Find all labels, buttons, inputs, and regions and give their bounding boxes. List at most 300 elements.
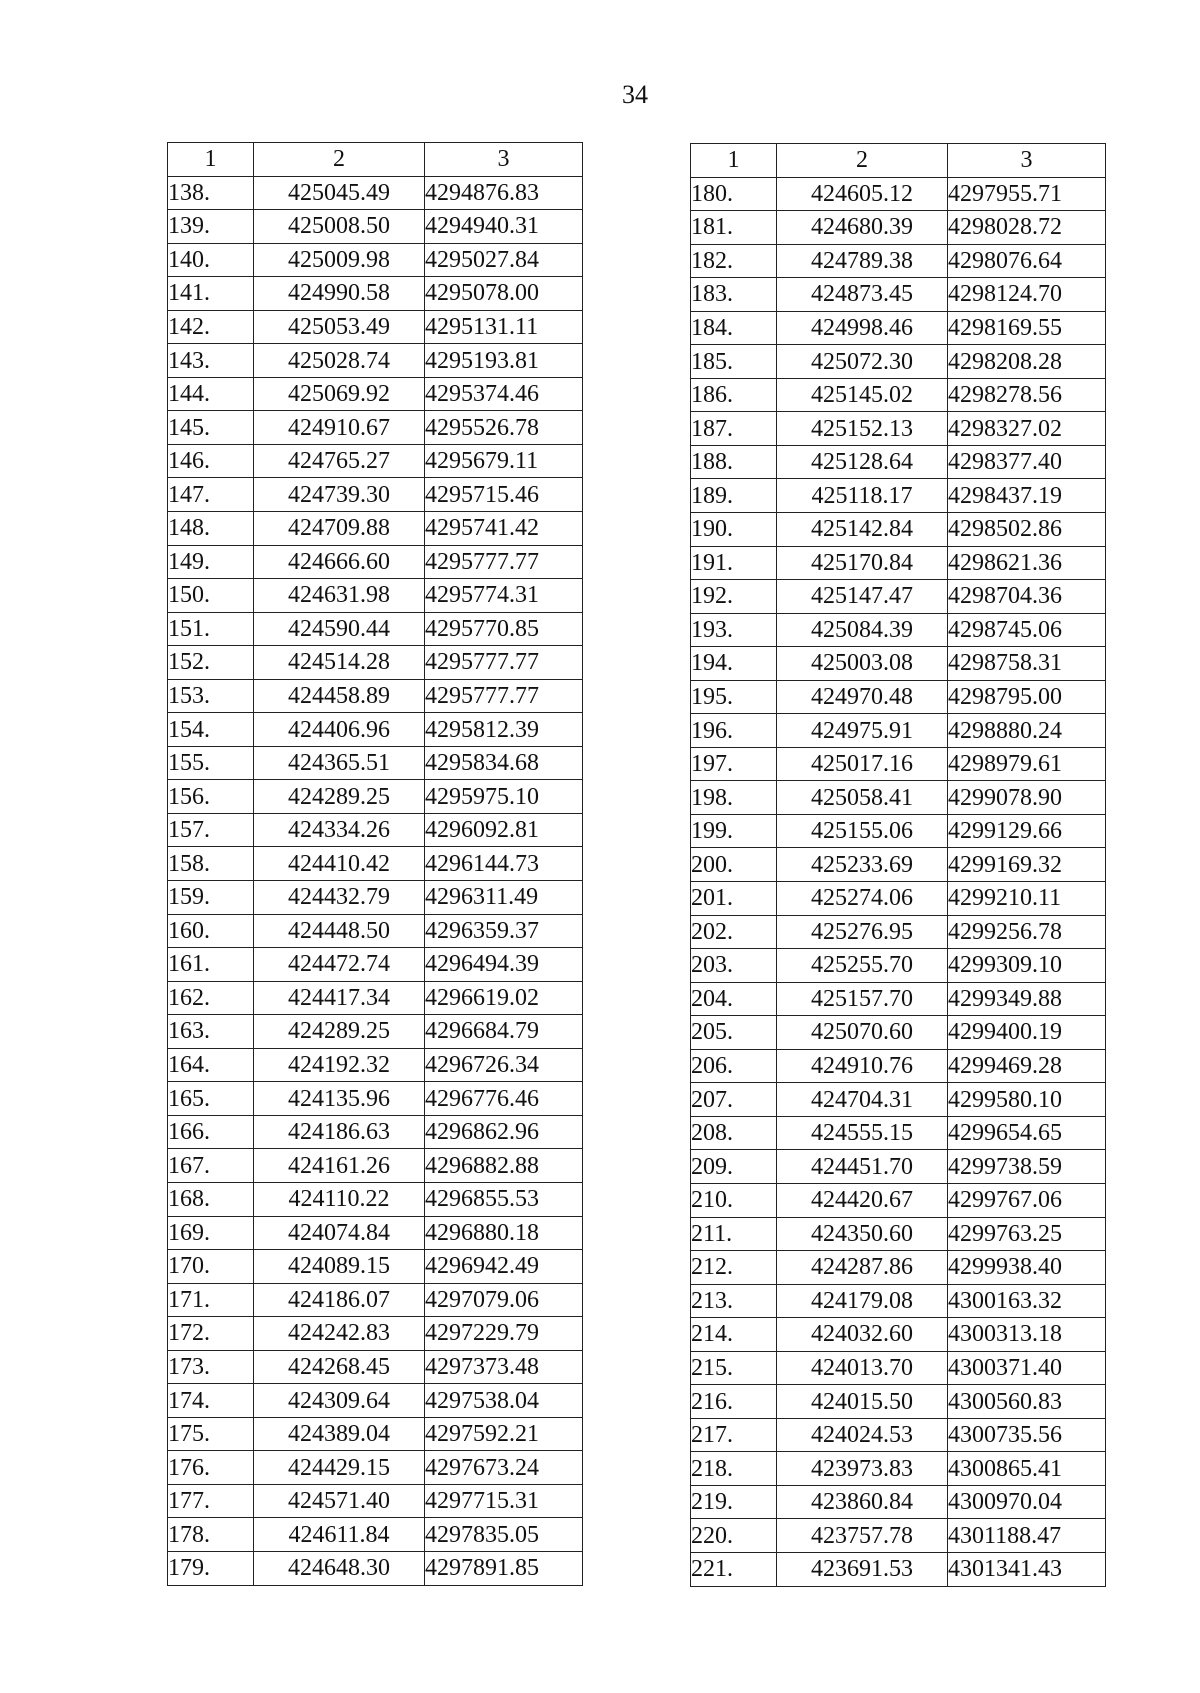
x-coordinate-cell: 424448.50 bbox=[254, 914, 425, 948]
table-header-row bbox=[168, 143, 583, 177]
x-coordinate-cell: 424179.08 bbox=[777, 1284, 948, 1318]
point-number-cell: 162. bbox=[168, 981, 254, 1015]
x-coordinate-cell: 424990.58 bbox=[254, 277, 425, 311]
point-number-cell: 204. bbox=[691, 982, 777, 1016]
point-number-cell: 163. bbox=[168, 1015, 254, 1049]
point-number-cell: 213. bbox=[691, 1284, 777, 1318]
point-number-cell: 175. bbox=[168, 1417, 254, 1451]
point-number-cell: 214. bbox=[691, 1318, 777, 1352]
x-coordinate-cell: 424110.22 bbox=[254, 1182, 425, 1216]
table-row bbox=[168, 1216, 583, 1250]
x-coordinate-cell: 424417.34 bbox=[254, 981, 425, 1015]
y-coordinate-cell: 4298124.70 bbox=[948, 278, 1106, 312]
table-row bbox=[691, 211, 1106, 245]
y-coordinate-cell: 4298028.72 bbox=[948, 211, 1106, 245]
table-row bbox=[168, 612, 583, 646]
x-coordinate-cell: 424590.44 bbox=[254, 612, 425, 646]
table-row bbox=[168, 1451, 583, 1485]
y-coordinate-cell: 4298437.19 bbox=[948, 479, 1106, 513]
point-number-cell: 146. bbox=[168, 444, 254, 478]
x-coordinate-cell: 425008.50 bbox=[254, 210, 425, 244]
point-number-cell: 142. bbox=[168, 310, 254, 344]
y-coordinate-cell: 4296092.81 bbox=[425, 813, 583, 847]
y-coordinate-cell: 4299256.78 bbox=[948, 915, 1106, 949]
point-number-cell: 152. bbox=[168, 646, 254, 680]
y-coordinate-cell: 4296684.79 bbox=[425, 1015, 583, 1049]
coordinates-table-left bbox=[167, 142, 583, 1586]
y-coordinate-cell: 4295715.46 bbox=[425, 478, 583, 512]
x-coordinate-cell: 425233.69 bbox=[777, 848, 948, 882]
point-number-cell: 221. bbox=[691, 1552, 777, 1586]
x-coordinate-cell: 423973.83 bbox=[777, 1452, 948, 1486]
y-coordinate-cell: 4295078.00 bbox=[425, 277, 583, 311]
point-number-cell: 151. bbox=[168, 612, 254, 646]
table-row bbox=[691, 714, 1106, 748]
y-coordinate-cell: 4295374.46 bbox=[425, 377, 583, 411]
x-coordinate-cell: 425084.39 bbox=[777, 613, 948, 647]
table-row bbox=[691, 412, 1106, 446]
table-row bbox=[168, 545, 583, 579]
coordinates-table-right bbox=[690, 143, 1106, 1587]
point-number-cell: 145. bbox=[168, 411, 254, 445]
table-row bbox=[691, 1318, 1106, 1352]
y-coordinate-cell: 4296880.18 bbox=[425, 1216, 583, 1250]
table-row bbox=[168, 1283, 583, 1317]
x-coordinate-cell: 424648.30 bbox=[254, 1551, 425, 1585]
x-coordinate-cell: 425128.64 bbox=[777, 445, 948, 479]
point-number-cell: 201. bbox=[691, 882, 777, 916]
point-number-cell: 156. bbox=[168, 780, 254, 814]
x-coordinate-cell: 424611.84 bbox=[254, 1518, 425, 1552]
table-row bbox=[691, 1150, 1106, 1184]
point-number-cell: 180. bbox=[691, 177, 777, 211]
y-coordinate-cell: 4298377.40 bbox=[948, 445, 1106, 479]
table-row bbox=[168, 1250, 583, 1284]
point-number-cell: 184. bbox=[691, 311, 777, 345]
table-row bbox=[691, 1049, 1106, 1083]
table-row bbox=[168, 377, 583, 411]
table-row bbox=[168, 914, 583, 948]
table-row bbox=[168, 847, 583, 881]
y-coordinate-cell: 4295834.68 bbox=[425, 746, 583, 780]
table-row bbox=[168, 646, 583, 680]
y-coordinate-cell: 4296359.37 bbox=[425, 914, 583, 948]
point-number-cell: 200. bbox=[691, 848, 777, 882]
y-coordinate-cell: 4297891.85 bbox=[425, 1551, 583, 1585]
table-row bbox=[168, 1384, 583, 1418]
point-number-cell: 144. bbox=[168, 377, 254, 411]
y-coordinate-cell: 4299767.06 bbox=[948, 1183, 1106, 1217]
table-row bbox=[168, 579, 583, 613]
x-coordinate-cell: 424420.67 bbox=[777, 1183, 948, 1217]
x-coordinate-cell: 424789.38 bbox=[777, 244, 948, 278]
y-coordinate-cell: 4299938.40 bbox=[948, 1251, 1106, 1285]
table-row bbox=[691, 1083, 1106, 1117]
table-row bbox=[168, 1484, 583, 1518]
y-coordinate-cell: 4295774.31 bbox=[425, 579, 583, 613]
point-number-cell: 210. bbox=[691, 1183, 777, 1217]
point-number-cell: 183. bbox=[691, 278, 777, 312]
table-row bbox=[691, 278, 1106, 312]
point-number-cell: 208. bbox=[691, 1116, 777, 1150]
table-row bbox=[168, 813, 583, 847]
y-coordinate-cell: 4297079.06 bbox=[425, 1283, 583, 1317]
point-number-cell: 216. bbox=[691, 1385, 777, 1419]
x-coordinate-cell: 425069.92 bbox=[254, 377, 425, 411]
y-coordinate-cell: 4297715.31 bbox=[425, 1484, 583, 1518]
table-row bbox=[691, 949, 1106, 983]
x-coordinate-cell: 425017.16 bbox=[777, 747, 948, 781]
table-row bbox=[691, 814, 1106, 848]
x-coordinate-cell: 424389.04 bbox=[254, 1417, 425, 1451]
point-number-cell: 174. bbox=[168, 1384, 254, 1418]
x-coordinate-cell: 424451.70 bbox=[777, 1150, 948, 1184]
x-coordinate-cell: 424350.60 bbox=[777, 1217, 948, 1251]
table-row bbox=[691, 781, 1106, 815]
y-coordinate-cell: 4299309.10 bbox=[948, 949, 1106, 983]
point-number-cell: 206. bbox=[691, 1049, 777, 1083]
table-row bbox=[691, 1552, 1106, 1586]
x-coordinate-cell: 425145.02 bbox=[777, 378, 948, 412]
x-coordinate-cell: 423691.53 bbox=[777, 1552, 948, 1586]
x-coordinate-cell: 424289.25 bbox=[254, 1015, 425, 1049]
x-coordinate-cell: 424135.96 bbox=[254, 1082, 425, 1116]
table-row bbox=[691, 1016, 1106, 1050]
point-number-cell: 177. bbox=[168, 1484, 254, 1518]
table-row bbox=[168, 1518, 583, 1552]
table-row bbox=[691, 479, 1106, 513]
x-coordinate-cell: 425053.49 bbox=[254, 310, 425, 344]
x-coordinate-cell: 423860.84 bbox=[777, 1485, 948, 1519]
point-number-cell: 217. bbox=[691, 1418, 777, 1452]
point-number-cell: 149. bbox=[168, 545, 254, 579]
x-coordinate-cell: 424765.27 bbox=[254, 444, 425, 478]
point-number-cell: 190. bbox=[691, 513, 777, 547]
table-row bbox=[691, 546, 1106, 580]
y-coordinate-cell: 4299469.28 bbox=[948, 1049, 1106, 1083]
y-coordinate-cell: 4298621.36 bbox=[948, 546, 1106, 580]
x-coordinate-cell: 425157.70 bbox=[777, 982, 948, 1016]
x-coordinate-cell: 425118.17 bbox=[777, 479, 948, 513]
y-coordinate-cell: 4297955.71 bbox=[948, 177, 1106, 211]
point-number-cell: 138. bbox=[168, 176, 254, 210]
table-row bbox=[168, 1350, 583, 1384]
point-number-cell: 191. bbox=[691, 546, 777, 580]
point-number-cell: 207. bbox=[691, 1083, 777, 1117]
column-header-x: 2 bbox=[254, 143, 425, 177]
table-row bbox=[168, 1048, 583, 1082]
point-number-cell: 212. bbox=[691, 1251, 777, 1285]
x-coordinate-cell: 424555.15 bbox=[777, 1116, 948, 1150]
table-row bbox=[691, 445, 1106, 479]
x-coordinate-cell: 424472.74 bbox=[254, 948, 425, 982]
y-coordinate-cell: 4296942.49 bbox=[425, 1250, 583, 1284]
y-coordinate-cell: 4296494.39 bbox=[425, 948, 583, 982]
y-coordinate-cell: 4300371.40 bbox=[948, 1351, 1106, 1385]
point-number-cell: 148. bbox=[168, 512, 254, 546]
table-row bbox=[168, 1182, 583, 1216]
point-number-cell: 218. bbox=[691, 1452, 777, 1486]
x-coordinate-cell: 425070.60 bbox=[777, 1016, 948, 1050]
y-coordinate-cell: 4295679.11 bbox=[425, 444, 583, 478]
table-row bbox=[691, 915, 1106, 949]
x-coordinate-cell: 424739.30 bbox=[254, 478, 425, 512]
y-coordinate-cell: 4298502.86 bbox=[948, 513, 1106, 547]
x-coordinate-cell: 424268.45 bbox=[254, 1350, 425, 1384]
x-coordinate-cell: 424873.45 bbox=[777, 278, 948, 312]
table-row bbox=[691, 1452, 1106, 1486]
y-coordinate-cell: 4296726.34 bbox=[425, 1048, 583, 1082]
y-coordinate-cell: 4295131.11 bbox=[425, 310, 583, 344]
table-row bbox=[168, 1149, 583, 1183]
point-number-cell: 172. bbox=[168, 1317, 254, 1351]
y-coordinate-cell: 4297373.48 bbox=[425, 1350, 583, 1384]
x-coordinate-cell: 424032.60 bbox=[777, 1318, 948, 1352]
table-row bbox=[168, 176, 583, 210]
table-row bbox=[691, 580, 1106, 614]
x-coordinate-cell: 424910.76 bbox=[777, 1049, 948, 1083]
x-coordinate-cell: 424089.15 bbox=[254, 1250, 425, 1284]
x-coordinate-cell: 424024.53 bbox=[777, 1418, 948, 1452]
x-coordinate-cell: 425009.98 bbox=[254, 243, 425, 277]
point-number-cell: 166. bbox=[168, 1115, 254, 1149]
y-coordinate-cell: 4300313.18 bbox=[948, 1318, 1106, 1352]
y-coordinate-cell: 4299738.59 bbox=[948, 1150, 1106, 1184]
point-number-cell: 141. bbox=[168, 277, 254, 311]
table-row bbox=[168, 344, 583, 378]
x-coordinate-cell: 424161.26 bbox=[254, 1149, 425, 1183]
table-row bbox=[168, 478, 583, 512]
table-row bbox=[168, 981, 583, 1015]
x-coordinate-cell: 425274.06 bbox=[777, 882, 948, 916]
y-coordinate-cell: 4299210.11 bbox=[948, 882, 1106, 916]
point-number-cell: 160. bbox=[168, 914, 254, 948]
x-coordinate-cell: 425276.95 bbox=[777, 915, 948, 949]
y-coordinate-cell: 4295741.42 bbox=[425, 512, 583, 546]
x-coordinate-cell: 424998.46 bbox=[777, 311, 948, 345]
point-number-cell: 153. bbox=[168, 679, 254, 713]
y-coordinate-cell: 4299078.90 bbox=[948, 781, 1106, 815]
table-row bbox=[691, 345, 1106, 379]
table-row bbox=[691, 1183, 1106, 1217]
point-number-cell: 170. bbox=[168, 1250, 254, 1284]
point-number-cell: 220. bbox=[691, 1519, 777, 1553]
y-coordinate-cell: 4301188.47 bbox=[948, 1519, 1106, 1553]
point-number-cell: 182. bbox=[691, 244, 777, 278]
x-coordinate-cell: 424631.98 bbox=[254, 579, 425, 613]
point-number-cell: 154. bbox=[168, 713, 254, 747]
x-coordinate-cell: 424970.48 bbox=[777, 680, 948, 714]
point-number-cell: 215. bbox=[691, 1351, 777, 1385]
point-number-cell: 202. bbox=[691, 915, 777, 949]
table-row bbox=[168, 1082, 583, 1116]
y-coordinate-cell: 4295027.84 bbox=[425, 243, 583, 277]
point-number-cell: 211. bbox=[691, 1217, 777, 1251]
table-row bbox=[168, 679, 583, 713]
table-row bbox=[168, 1015, 583, 1049]
point-number-cell: 219. bbox=[691, 1485, 777, 1519]
x-coordinate-cell: 425170.84 bbox=[777, 546, 948, 580]
y-coordinate-cell: 4295770.85 bbox=[425, 612, 583, 646]
point-number-cell: 143. bbox=[168, 344, 254, 378]
column-header-number: 1 bbox=[168, 143, 254, 177]
point-number-cell: 205. bbox=[691, 1016, 777, 1050]
y-coordinate-cell: 4296144.73 bbox=[425, 847, 583, 881]
table-row bbox=[691, 1519, 1106, 1553]
table-row bbox=[168, 1417, 583, 1451]
table-row bbox=[168, 1115, 583, 1149]
table-row bbox=[691, 513, 1106, 547]
table-row bbox=[168, 780, 583, 814]
y-coordinate-cell: 4299763.25 bbox=[948, 1217, 1106, 1251]
point-number-cell: 140. bbox=[168, 243, 254, 277]
point-number-cell: 147. bbox=[168, 478, 254, 512]
y-coordinate-cell: 4295777.77 bbox=[425, 679, 583, 713]
y-coordinate-cell: 4297673.24 bbox=[425, 1451, 583, 1485]
y-coordinate-cell: 4296855.53 bbox=[425, 1182, 583, 1216]
y-coordinate-cell: 4298169.55 bbox=[948, 311, 1106, 345]
point-number-cell: 167. bbox=[168, 1149, 254, 1183]
x-coordinate-cell: 424432.79 bbox=[254, 881, 425, 915]
x-coordinate-cell: 424015.50 bbox=[777, 1385, 948, 1419]
table-row bbox=[168, 444, 583, 478]
point-number-cell: 155. bbox=[168, 746, 254, 780]
table-row bbox=[691, 1251, 1106, 1285]
x-coordinate-cell: 424410.42 bbox=[254, 847, 425, 881]
table-row bbox=[691, 647, 1106, 681]
y-coordinate-cell: 4298795.00 bbox=[948, 680, 1106, 714]
table-row bbox=[168, 713, 583, 747]
point-number-cell: 176. bbox=[168, 1451, 254, 1485]
point-number-cell: 165. bbox=[168, 1082, 254, 1116]
point-number-cell: 150. bbox=[168, 579, 254, 613]
point-number-cell: 186. bbox=[691, 378, 777, 412]
point-number-cell: 188. bbox=[691, 445, 777, 479]
x-coordinate-cell: 424429.15 bbox=[254, 1451, 425, 1485]
x-coordinate-cell: 424309.64 bbox=[254, 1384, 425, 1418]
x-coordinate-cell: 424910.67 bbox=[254, 411, 425, 445]
y-coordinate-cell: 4300970.04 bbox=[948, 1485, 1106, 1519]
y-coordinate-cell: 4297229.79 bbox=[425, 1317, 583, 1351]
y-coordinate-cell: 4294940.31 bbox=[425, 210, 583, 244]
y-coordinate-cell: 4297538.04 bbox=[425, 1384, 583, 1418]
point-number-cell: 209. bbox=[691, 1150, 777, 1184]
point-number-cell: 199. bbox=[691, 814, 777, 848]
y-coordinate-cell: 4296311.49 bbox=[425, 881, 583, 915]
point-number-cell: 181. bbox=[691, 211, 777, 245]
x-coordinate-cell: 424406.96 bbox=[254, 713, 425, 747]
table-row bbox=[691, 1116, 1106, 1150]
table-row bbox=[691, 177, 1106, 211]
table-row bbox=[168, 210, 583, 244]
x-coordinate-cell: 424704.31 bbox=[777, 1083, 948, 1117]
column-header-y: 3 bbox=[425, 143, 583, 177]
table-row bbox=[691, 613, 1106, 647]
table-row bbox=[691, 244, 1106, 278]
x-coordinate-cell: 425255.70 bbox=[777, 949, 948, 983]
table-row bbox=[168, 243, 583, 277]
y-coordinate-cell: 4298076.64 bbox=[948, 244, 1106, 278]
x-coordinate-cell: 425045.49 bbox=[254, 176, 425, 210]
y-coordinate-cell: 4298327.02 bbox=[948, 412, 1106, 446]
point-number-cell: 196. bbox=[691, 714, 777, 748]
point-number-cell: 189. bbox=[691, 479, 777, 513]
column-header-number: 1 bbox=[691, 144, 777, 178]
table-row bbox=[691, 680, 1106, 714]
y-coordinate-cell: 4296882.88 bbox=[425, 1149, 583, 1183]
point-number-cell: 157. bbox=[168, 813, 254, 847]
x-coordinate-cell: 424192.32 bbox=[254, 1048, 425, 1082]
y-coordinate-cell: 4299169.32 bbox=[948, 848, 1106, 882]
table-row bbox=[691, 747, 1106, 781]
point-number-cell: 185. bbox=[691, 345, 777, 379]
point-number-cell: 173. bbox=[168, 1350, 254, 1384]
point-number-cell: 158. bbox=[168, 847, 254, 881]
point-number-cell: 195. bbox=[691, 680, 777, 714]
point-number-cell: 159. bbox=[168, 881, 254, 915]
y-coordinate-cell: 4300163.32 bbox=[948, 1284, 1106, 1318]
x-coordinate-cell: 424186.63 bbox=[254, 1115, 425, 1149]
x-coordinate-cell: 425003.08 bbox=[777, 647, 948, 681]
page-number: 34 bbox=[622, 80, 648, 109]
x-coordinate-cell: 423757.78 bbox=[777, 1519, 948, 1553]
x-coordinate-cell: 424975.91 bbox=[777, 714, 948, 748]
table-row bbox=[691, 1217, 1106, 1251]
y-coordinate-cell: 4298880.24 bbox=[948, 714, 1106, 748]
x-coordinate-cell: 425072.30 bbox=[777, 345, 948, 379]
point-number-cell: 187. bbox=[691, 412, 777, 446]
table-row bbox=[168, 277, 583, 311]
table-row bbox=[168, 881, 583, 915]
y-coordinate-cell: 4300735.56 bbox=[948, 1418, 1106, 1452]
column-header-y: 3 bbox=[948, 144, 1106, 178]
point-number-cell: 161. bbox=[168, 948, 254, 982]
y-coordinate-cell: 4298745.06 bbox=[948, 613, 1106, 647]
x-coordinate-cell: 424186.07 bbox=[254, 1283, 425, 1317]
table-row bbox=[168, 1317, 583, 1351]
x-coordinate-cell: 424287.86 bbox=[777, 1251, 948, 1285]
table-row bbox=[691, 848, 1106, 882]
x-coordinate-cell: 424571.40 bbox=[254, 1484, 425, 1518]
table-row bbox=[168, 1551, 583, 1585]
point-number-cell: 179. bbox=[168, 1551, 254, 1585]
y-coordinate-cell: 4295526.78 bbox=[425, 411, 583, 445]
table-row bbox=[691, 1485, 1106, 1519]
point-number-cell: 178. bbox=[168, 1518, 254, 1552]
x-coordinate-cell: 425147.47 bbox=[777, 580, 948, 614]
x-coordinate-cell: 424334.26 bbox=[254, 813, 425, 847]
point-number-cell: 168. bbox=[168, 1182, 254, 1216]
y-coordinate-cell: 4297592.21 bbox=[425, 1417, 583, 1451]
x-coordinate-cell: 424074.84 bbox=[254, 1216, 425, 1250]
point-number-cell: 164. bbox=[168, 1048, 254, 1082]
table-row bbox=[168, 746, 583, 780]
x-coordinate-cell: 424458.89 bbox=[254, 679, 425, 713]
y-coordinate-cell: 4299129.66 bbox=[948, 814, 1106, 848]
table-row bbox=[691, 378, 1106, 412]
y-coordinate-cell: 4298979.61 bbox=[948, 747, 1106, 781]
y-coordinate-cell: 4296776.46 bbox=[425, 1082, 583, 1116]
x-coordinate-cell: 424666.60 bbox=[254, 545, 425, 579]
table-row bbox=[691, 1385, 1106, 1419]
point-number-cell: 203. bbox=[691, 949, 777, 983]
x-coordinate-cell: 425155.06 bbox=[777, 814, 948, 848]
y-coordinate-cell: 4300560.83 bbox=[948, 1385, 1106, 1419]
table-row bbox=[691, 882, 1106, 916]
table-row bbox=[168, 411, 583, 445]
y-coordinate-cell: 4299400.19 bbox=[948, 1016, 1106, 1050]
x-coordinate-cell: 424013.70 bbox=[777, 1351, 948, 1385]
